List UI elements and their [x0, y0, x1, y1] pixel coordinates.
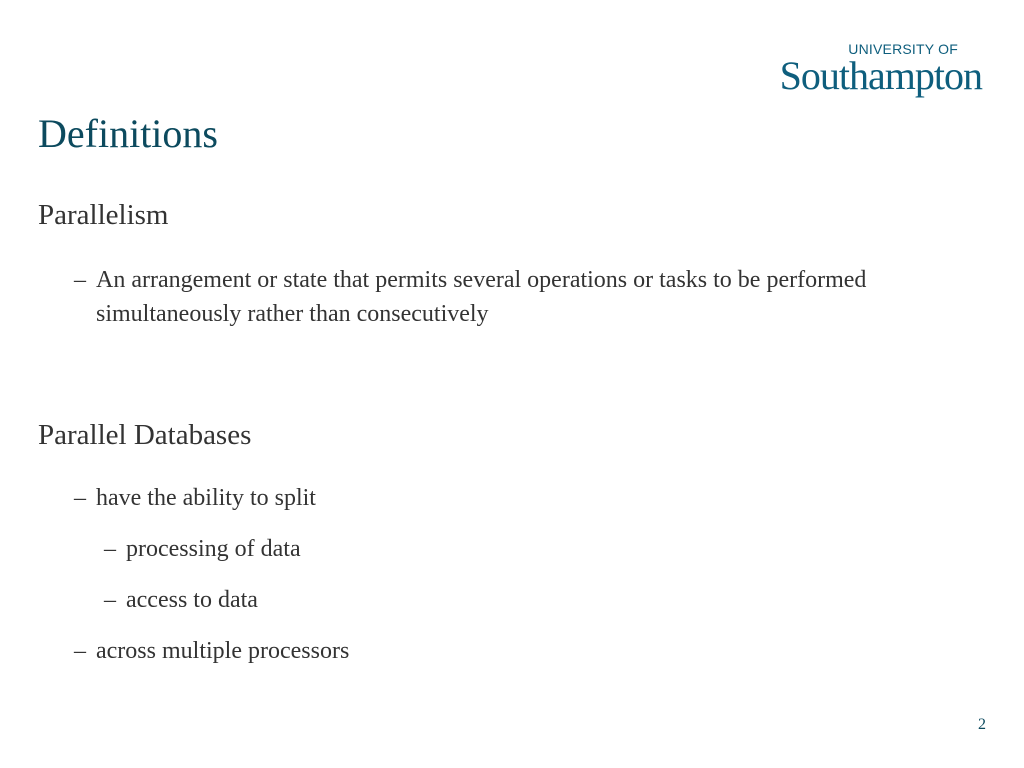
page-number: 2: [978, 716, 986, 733]
bullet-across-multiple-processors: [74, 634, 974, 668]
bullet-dash: –: [74, 638, 86, 664]
bullet-text: across multiple processors: [96, 638, 350, 664]
bullet-text: An arrangement or state that permits several operations or tasks to be performed simultaneously rather than consecutively: [96, 267, 867, 327]
slide-title: Definitions: [38, 111, 218, 156]
bullet-ability-to-split: [74, 481, 974, 515]
bullet-text: access to data: [126, 587, 258, 613]
bullet-access-to-data: [104, 583, 974, 617]
section-heading-parallel-databases: Parallel Databases: [38, 419, 252, 451]
section-heading-parallelism: Parallelism: [38, 199, 169, 231]
logo-top-text: UNIVERSITY OF: [848, 41, 958, 57]
bullet-text: processing of data: [126, 536, 301, 562]
bullet-text: have the ability to split: [96, 485, 316, 511]
university-logo: [739, 40, 984, 98]
bullet-dash: –: [74, 485, 86, 511]
bullet-processing-of-data: [104, 532, 974, 566]
bullet-dash: –: [104, 587, 116, 613]
logo-main-text: Southampton: [779, 53, 982, 98]
bullet-dash: –: [104, 536, 116, 562]
bullet-dash: –: [74, 267, 86, 293]
bullet-parallelism-definition: [74, 263, 994, 331]
